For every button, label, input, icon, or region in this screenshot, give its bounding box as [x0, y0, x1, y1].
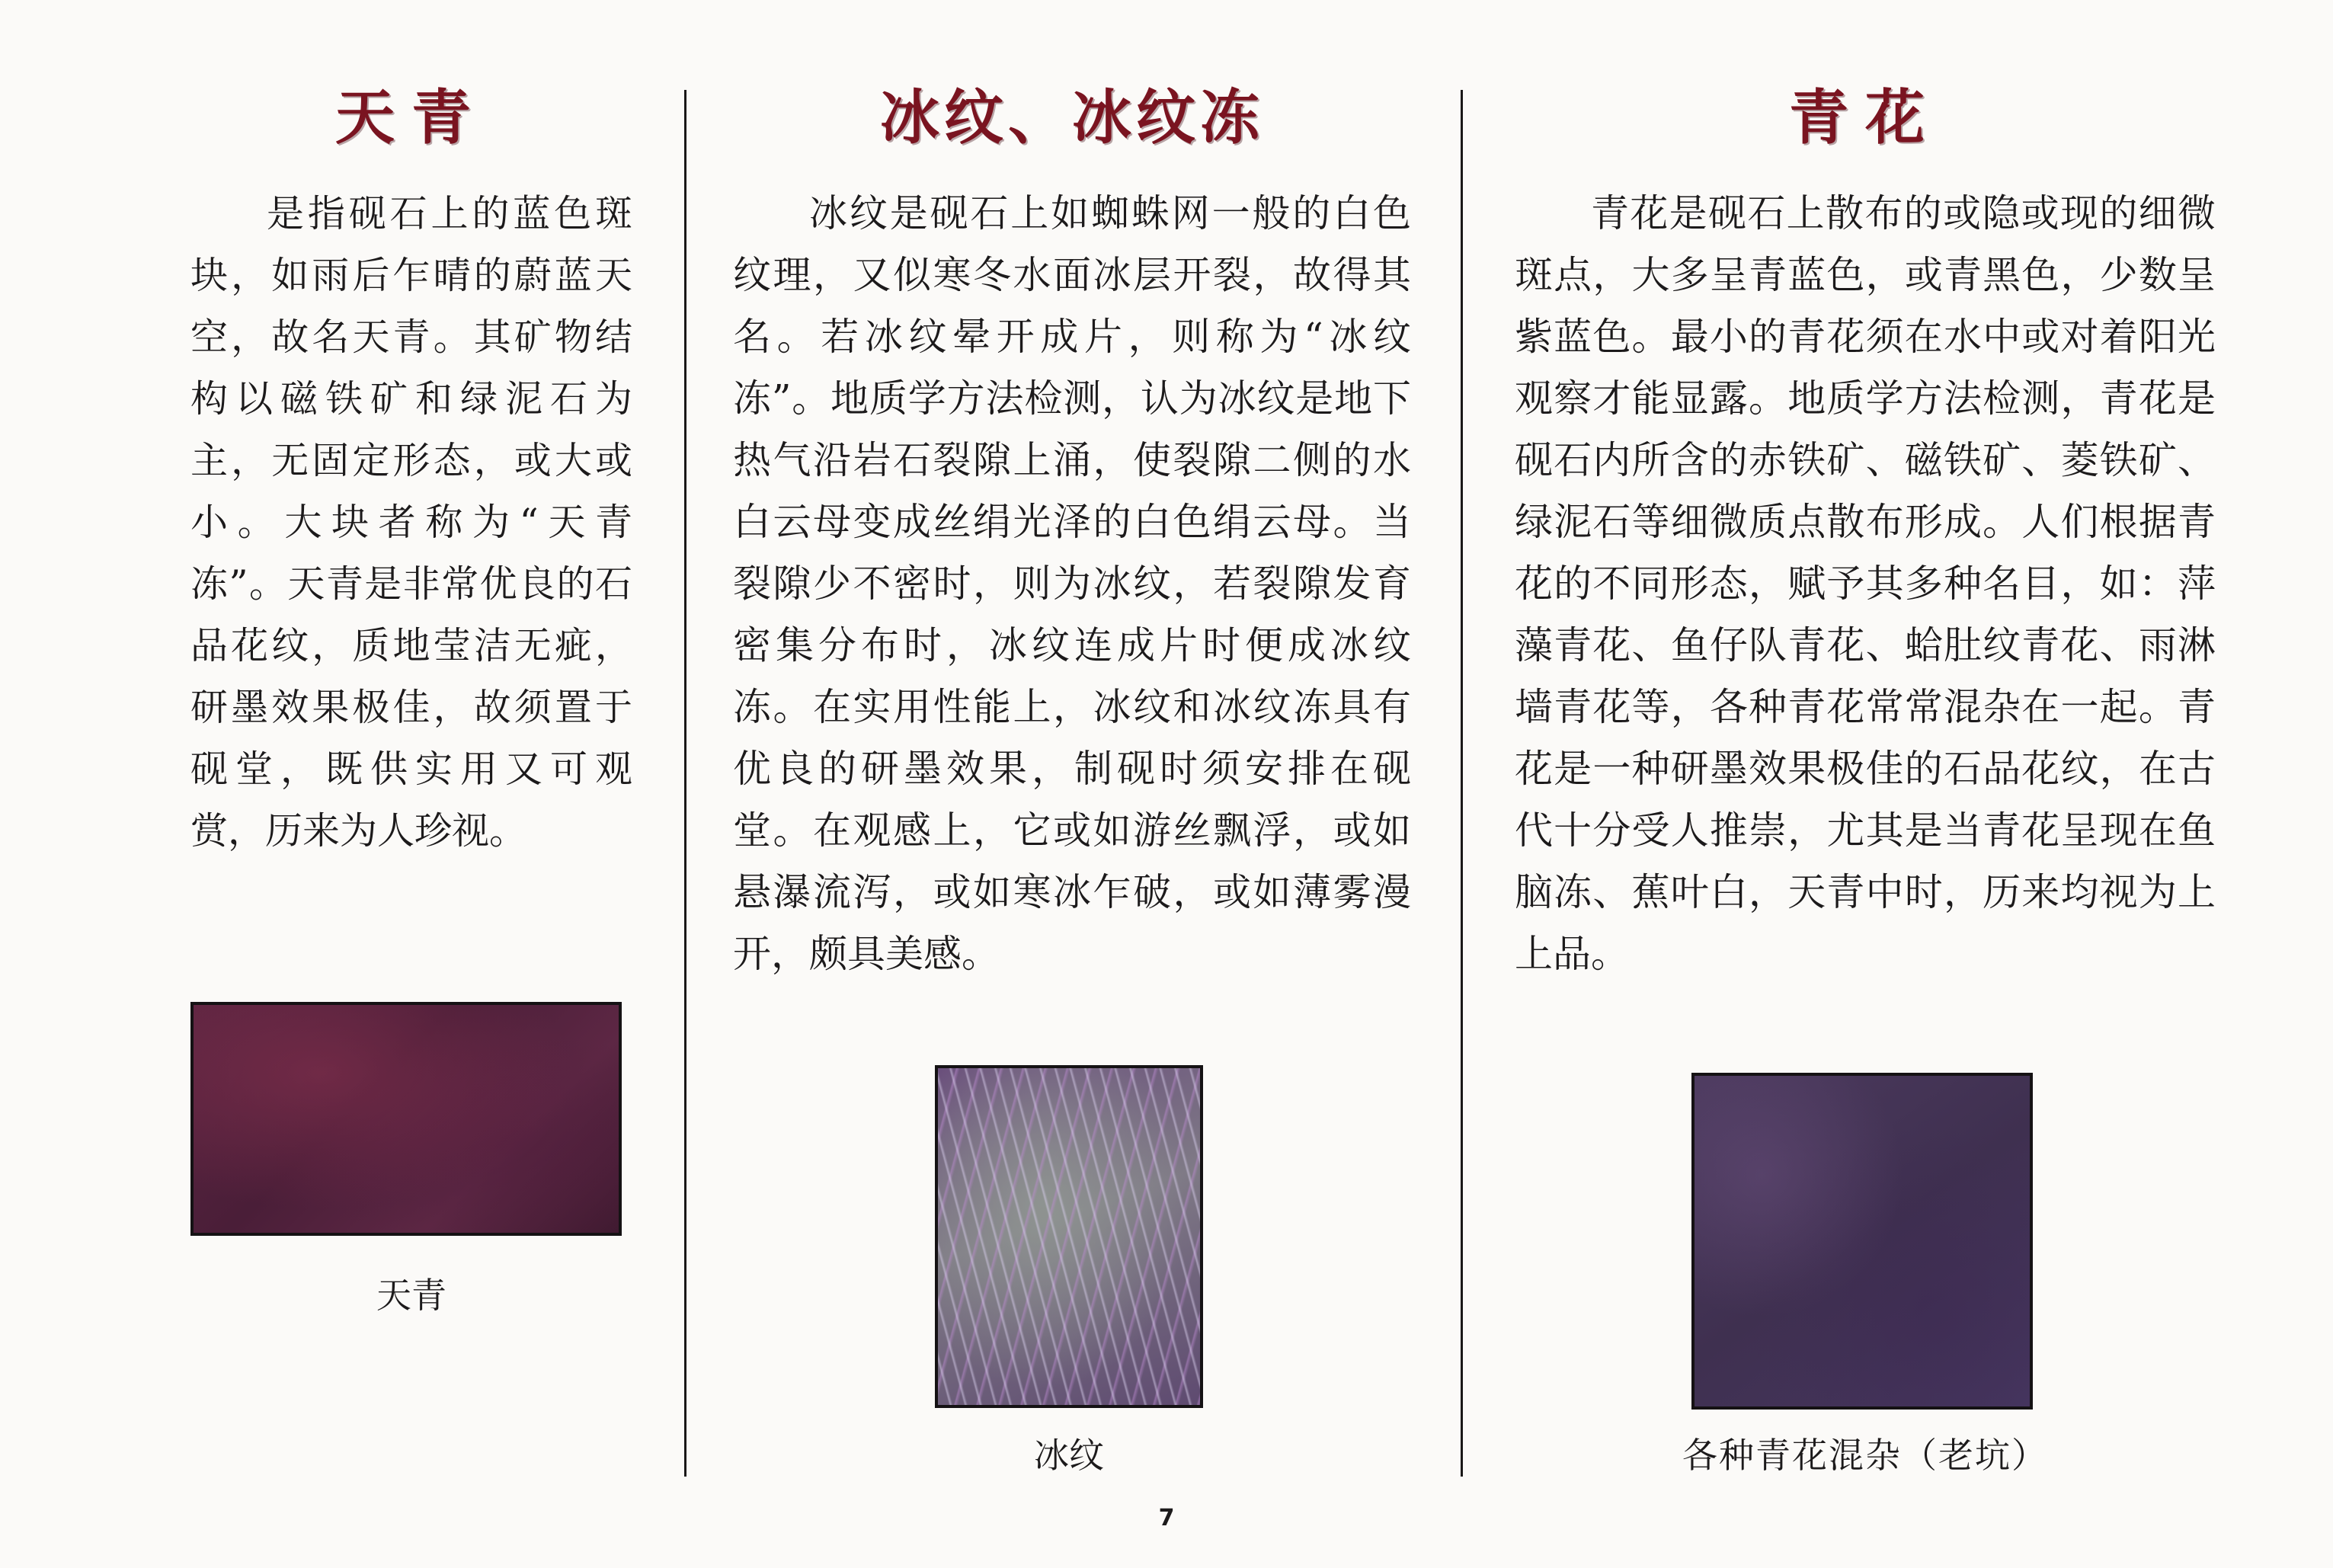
photo-caption: 天青: [376, 1275, 446, 1316]
column-tianqing: [190, 0, 632, 1493]
bingwen-stone-photo: [935, 1065, 1203, 1408]
section-body: 青花是砚石上散布的或隐或现的细微斑点，大多呈青蓝色，或青黑色，少数呈紫蓝色。最小的青花须在水中或对着阳光观察才能显露。地质学方法检测，青花是砚石内所含的赤铁矿、磁铁矿、菱铁矿、绿泥石等细微质点散布形成。人们根据青花的不同形态，赋予其多种名目，如：萍藻青花、鱼仔队青花、蛤肚纹青花、雨淋墙青花等，各种青花常常混杂在一起。青花是一种研墨效果极佳的石品花纹，在古代十分受人推崇，尤其是当青花呈现在鱼脑冻、蕉叶白，天青中时，历来均视为上上品。: [1515, 191, 2216, 976]
page-number: 7: [1158, 1505, 1175, 1531]
section-body: 是指砚石上的蓝色斑块，如雨后乍晴的蔚蓝天空，故名天青。其矿物结构以磁铁矿和绿泥石为主，无固定形态，或大或小。大块者称为“天青冻”。天青是非常优良的石品花纹，质地莹洁无疵，研墨效果极佳，故须置于砚堂，既供实用又可观赏，历来为人珍视。: [190, 192, 632, 853]
column-qinghua: [1515, 0, 2216, 1493]
section-heading: 青花: [1788, 83, 1941, 152]
photo-caption: 各种青花混杂（老坑）: [1682, 1435, 2048, 1476]
section-body: 冰纹是砚石上如蜘蛛网一般的白色纹理，又似寒冬水面冰层开裂，故得其名。若冰纹晕开成片，则称为“冰纹冻”。地质学方法检测，认为冰纹是地下热气沿岩石裂隙上涌，使裂隙二侧的水白云母变成丝绢光泽的白色绢云母。当裂隙少不密时，则为冰纹，若裂隙发育密集分布时，冰纹连成片时便成冰纹冻。在实用性能上，冰纹和冰纹冻具有优良的研墨效果，制砚时须安排在砚堂。在观感上，它或如游丝飘浮，或如悬瀑流泻，或如寒冰乍破，或如薄雾漫开，颇具美感。: [733, 191, 1411, 976]
qinghua-stone-photo: [1691, 1073, 2033, 1410]
tianqing-stone-photo: [190, 1002, 622, 1236]
section-heading: 天青: [334, 83, 488, 152]
photo-caption: 冰纹: [1034, 1435, 1104, 1476]
column-divider: [1461, 90, 1463, 1477]
section-heading: 冰纹、冰纹冻: [879, 83, 1264, 152]
column-bingwen: [733, 0, 1411, 1493]
column-divider: [684, 90, 686, 1477]
